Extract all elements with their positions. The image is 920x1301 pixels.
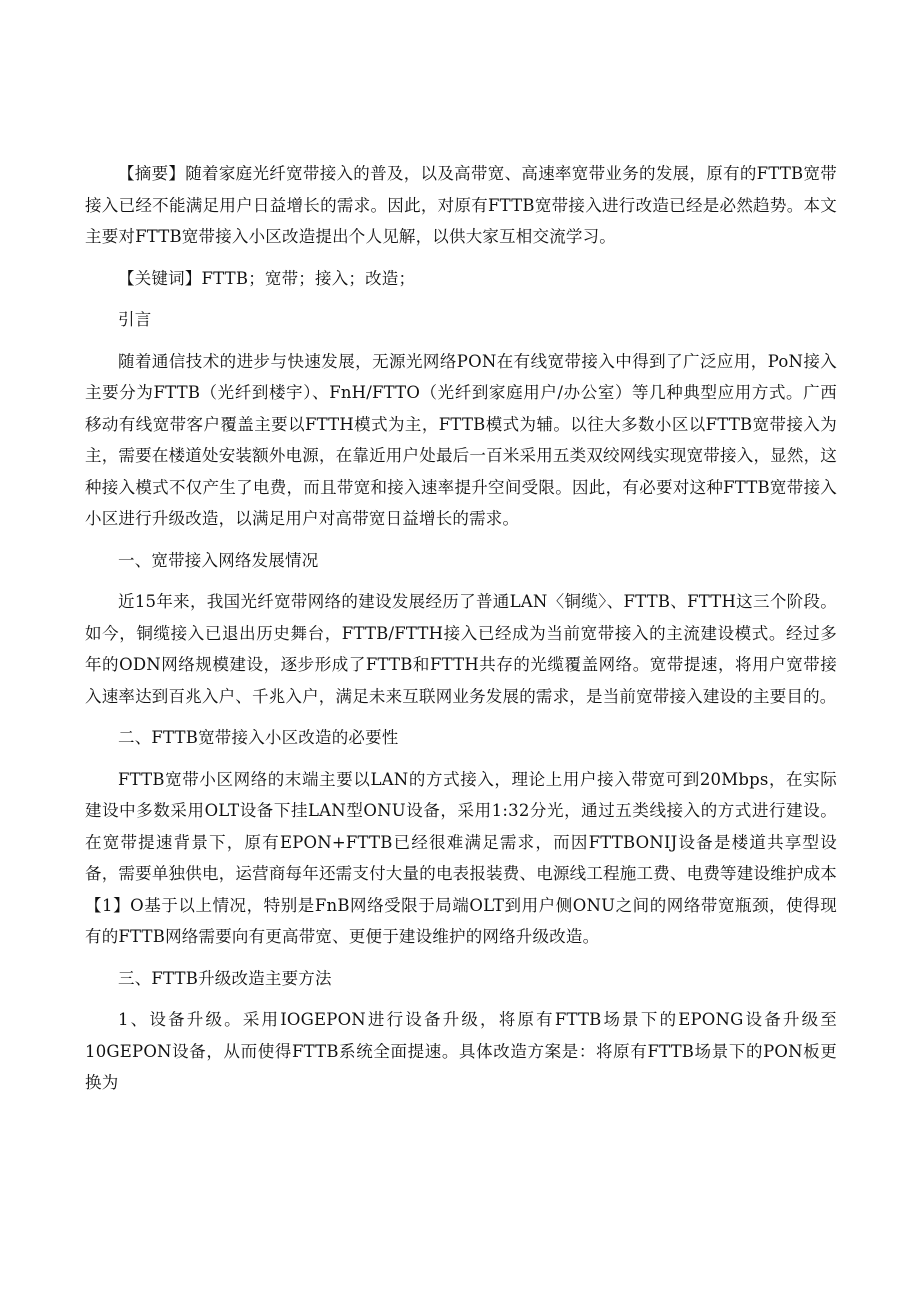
abstract-label: 【摘要】 — [118, 164, 186, 183]
section3-paragraph: 1、设备升级。采用IOGEPON进行设备升级，将原有FTTB场景下的EPONG设备升级至10GEPON设备，从而使得FTTB系统全面提速。具体改造方案是：将原有FTTB场景下的PON板更换为 — [85, 1010, 837, 1092]
section1-heading: 一、宽带接入网络发展情况 — [118, 550, 319, 570]
section3-heading: 三、FTTB升级改造主要方法 — [118, 968, 332, 988]
section2-heading: 二、FTTB宽带接入小区改造的必要性 — [118, 728, 399, 747]
section1-paragraph: 近15年来，我国光纤宽带网络的建设发展经历了普通LAN〈铜缆〉、FTTB、FTTH这三个阶段。如今，铜缆接入已退出历史舞台，FTTB/FTTH接入已经成为当前宽带接入的主流建设模式。经过多年的ODN网络规模建设，逐步形成了FTTB和FTTH共存的光缆覆盖网络。宽带提速，将用户宽带接入速率达到百兆入户、千兆入户，满足未来互联网业务发展的需求，是当前宽带接入建设的主要目的。 — [85, 592, 837, 706]
keywords-text: FTTB；宽带；接入；改造； — [201, 268, 416, 288]
section2-paragraph: FTTB宽带小区网络的末端主要以LAN的方式接入，理论上用户接入带宽可到20Mbps，在实际建设中多数采用OLT设备下挂LAN型ONU设备，采用1:32分光，通过五类线接入的方式进行建设。在宽带提速背景下，原有EPON+FTTB已经很难满足需求，而因FTTBONIJ设备是楼道共享型设备，需要单独供电，运营商每年还需支付大量的电表报装费、电源线工程施工费、电费等建设维护成本【1】O基于以上情况，特别是FnB网络受限于局端OLT到用户侧ONU之间的网络带宽瓶颈，使得现有的FTTB网络需要向有更高带宽、更便于建设维护的网络升级改造。 — [85, 769, 837, 946]
intro-paragraph: 随着通信技术的进步与快速发展，无源光网络PON在有线宽带接入中得到了广泛应用，PoN接入主要分为FTTB（光纤到楼宇）、FnH/FTTO（光纤到家庭用户/办公室）等几种典型应用方式。广西移动有线宽带客户覆盖主要以FTTH模式为主，FTTB模式为辅。以往大多数小区以FTTB宽带接入为主，需要在楼道处安装额外电源，在靠近用户处最后一百米采用五类双绞网线实现宽带接入，显然，这种接入模式不仅产生了电费，而且带宽和接入速率提升空间受限。因此，有必要对这种FTTB宽带接入小区进行升级改造，以满足用户对高带宽日益增长的需求。 — [85, 351, 837, 528]
intro-heading: 引言 — [118, 310, 152, 329]
abstract-paragraph — [85, 158, 837, 253]
keywords-label: 【关键词】 — [118, 268, 202, 288]
document-body — [85, 158, 837, 1099]
keywords-paragraph — [85, 263, 837, 295]
abstract-text: 随着家庭光纤宽带接入的普及，以及高带宽、高速率宽带业务的发展，原有的FTTB宽带接入已经不能满足用户日益增长的需求。因此，对原有FTTB宽带接入进行改造已经是必然趋势。本文主要对FTTB宽带接入小区改造提出个人见解，以供大家互相交流学习。 — [85, 164, 837, 246]
